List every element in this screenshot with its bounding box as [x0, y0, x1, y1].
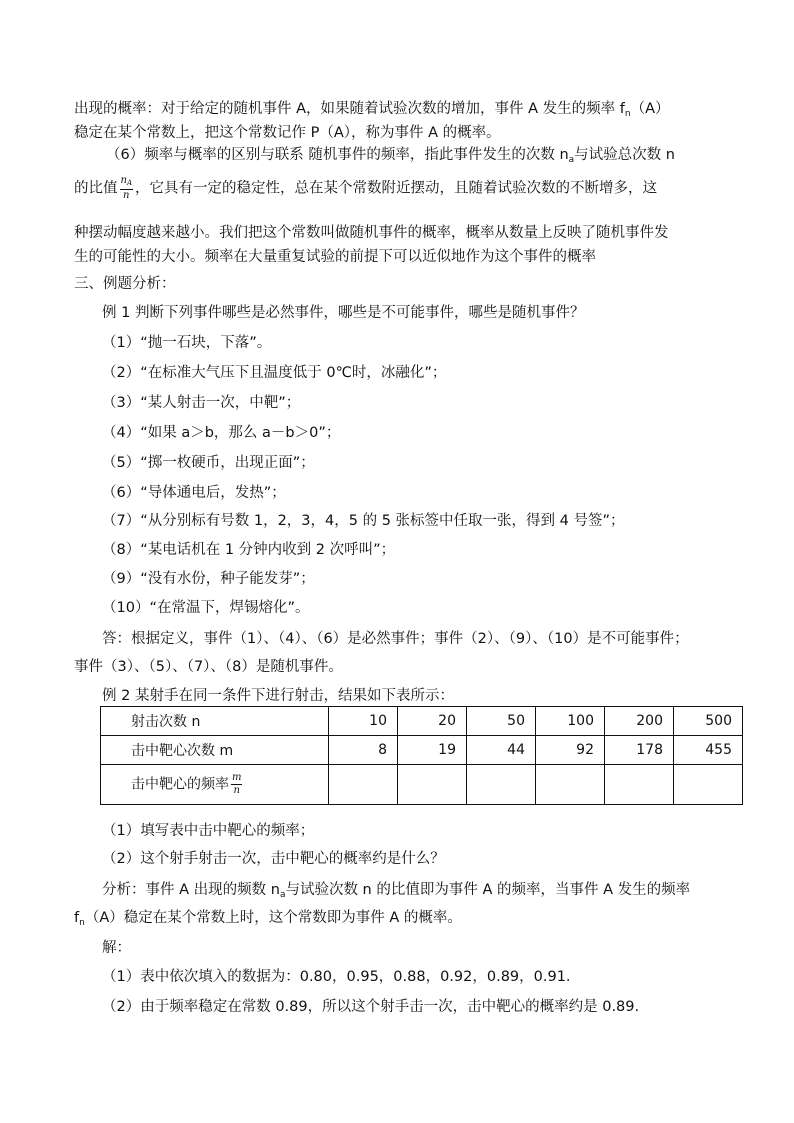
- list-item: （2）“在标准大气压下且温度低于 0℃时，冰融化”；: [102, 365, 447, 381]
- table-cell: 44: [467, 736, 536, 765]
- denominator: n: [233, 785, 240, 796]
- answer-line: 事件（3）、（5）、（7）、（8）是随机事件。: [74, 659, 343, 675]
- example-title: 例 1 判断下列事件哪些是必然事件，哪些是不可能事件，哪些是随机事件？: [102, 305, 585, 321]
- shooting-table: [100, 706, 743, 805]
- text: 出现的概率：对于给定的随机事件 A，如果随着试验次数的增加，事件 A 发生的频率 f: [74, 101, 625, 117]
- solution-line: （2）由于频率稳定在常数 0.89，所以这个射手击一次，击中靶心的概率约是 0.89.: [102, 999, 640, 1015]
- subscript: n: [79, 918, 85, 928]
- paragraph-line: [74, 175, 657, 202]
- analysis-line: [74, 906, 462, 928]
- numerator: n: [120, 175, 127, 186]
- text: 与试验次数 n 的比值即为事件 A 的频率，当事件 A 发生的频率: [285, 882, 691, 898]
- text: 的比值: [74, 180, 118, 197]
- row-header: [101, 765, 329, 805]
- fraction-nA-over-n: [120, 175, 134, 202]
- solution-label: 解：: [102, 940, 131, 956]
- table-cell: 178: [605, 736, 674, 765]
- analysis-line: [102, 878, 690, 900]
- table-cell: 8: [329, 736, 398, 765]
- table-cell: 10: [329, 707, 398, 736]
- text: f: [74, 910, 80, 926]
- paragraph-line: [106, 143, 675, 165]
- table-cell: 200: [605, 707, 674, 736]
- row-header: 击中靶心次数 m: [101, 736, 329, 765]
- empty-cell: [536, 765, 605, 805]
- text: 与试验总次数 n: [574, 147, 675, 163]
- paragraph-line: 生的可能性的大小。频率在大量重复试验的前提下可以近似地作为这个事件的概率: [74, 249, 596, 265]
- empty-cell: [674, 765, 743, 805]
- table-row: [101, 736, 743, 765]
- answer-line: 答：根据定义，事件（1）、（4）、（6）是必然事件；事件（2）、（9）、（10）是不可能事件；: [102, 631, 689, 647]
- table-row: [101, 765, 743, 805]
- empty-cell: [605, 765, 674, 805]
- subscript: n: [624, 109, 631, 119]
- paragraph-line: 稳定在某个常数上，把这个常数记作 P（A），称为事件 A 的概率。: [74, 125, 501, 141]
- text: 分析：事件 A 出现的频数 n: [102, 882, 280, 898]
- list-item: （10）“在常温下，焊锡熔化”。: [102, 600, 310, 616]
- subscript: a: [279, 890, 286, 900]
- table-cell: 19: [398, 736, 467, 765]
- text: ，它具有一定的稳定性，总在某个常数附近摆动，且随着试验次数的不断增多，这: [135, 180, 658, 197]
- table-row: [101, 707, 743, 736]
- table-cell: 455: [674, 736, 743, 765]
- list-item: （6）“导体通电后，发热”；: [102, 485, 286, 501]
- denominator: n: [123, 190, 130, 201]
- section-heading: 三、例题分析：: [74, 276, 176, 292]
- list-item: （9）“没有水份，种子能发芽”；: [102, 571, 315, 587]
- table-cell: 500: [674, 707, 743, 736]
- list-item: （3）“某人射击一次，中靶”；: [102, 395, 301, 411]
- table-cell: 20: [398, 707, 467, 736]
- example-title: 例 2 某射手在同一条件下进行射击，结果如下表所示：: [102, 688, 454, 704]
- solution-line: （1）表中依次填入的数据为：0.80，0.95，0.88，0.92，0.89，0.91.: [102, 969, 571, 985]
- table-cell: 50: [467, 707, 536, 736]
- fraction-m-over-n: [231, 772, 242, 797]
- row-header: 射击次数 n: [101, 707, 329, 736]
- list-item: （5）“掷一枚硬币，出现正面”；: [102, 455, 315, 471]
- subscript: a: [568, 155, 575, 165]
- list-item: （1）“抛一石块，下落”。: [102, 335, 272, 351]
- row-header-label: 击中靶心的频率: [131, 776, 229, 793]
- text: （6）频率与概率的区别与联系 随机事件的频率，指此事件发生的次数 n: [106, 147, 569, 163]
- subscript: A: [126, 179, 133, 187]
- text: （A）稳定在某个常数上时，这个常数即为事件 A 的概率。: [84, 910, 462, 926]
- question-line: （2）这个射手射击一次，击中靶心的概率约是什么？: [102, 851, 445, 867]
- list-item: （7）“从分别标有号数 1，2，3，4，5 的 5 张标签中任取一张，得到 4 号签”；: [102, 513, 625, 529]
- table-cell: 92: [536, 736, 605, 765]
- list-item: （8）“某电话机在 1 分钟内收到 2 次呼叫”；: [102, 542, 396, 558]
- empty-cell: [398, 765, 467, 805]
- question-line: （1）填写表中击中靶心的频率；: [102, 823, 315, 839]
- list-item: （4）“如果 a＞b，那么 a－b＞0”；: [102, 425, 341, 441]
- table-cell: 100: [536, 707, 605, 736]
- paragraph-line: [74, 97, 670, 119]
- empty-cell: [467, 765, 536, 805]
- text: （A）: [630, 101, 670, 117]
- paragraph-line: 种摆动幅度越来越小。我们把这个常数叫做随机事件的概率，概率从数量上反映了随机事件发: [74, 225, 669, 241]
- numerator: m: [232, 772, 242, 783]
- empty-cell: [329, 765, 398, 805]
